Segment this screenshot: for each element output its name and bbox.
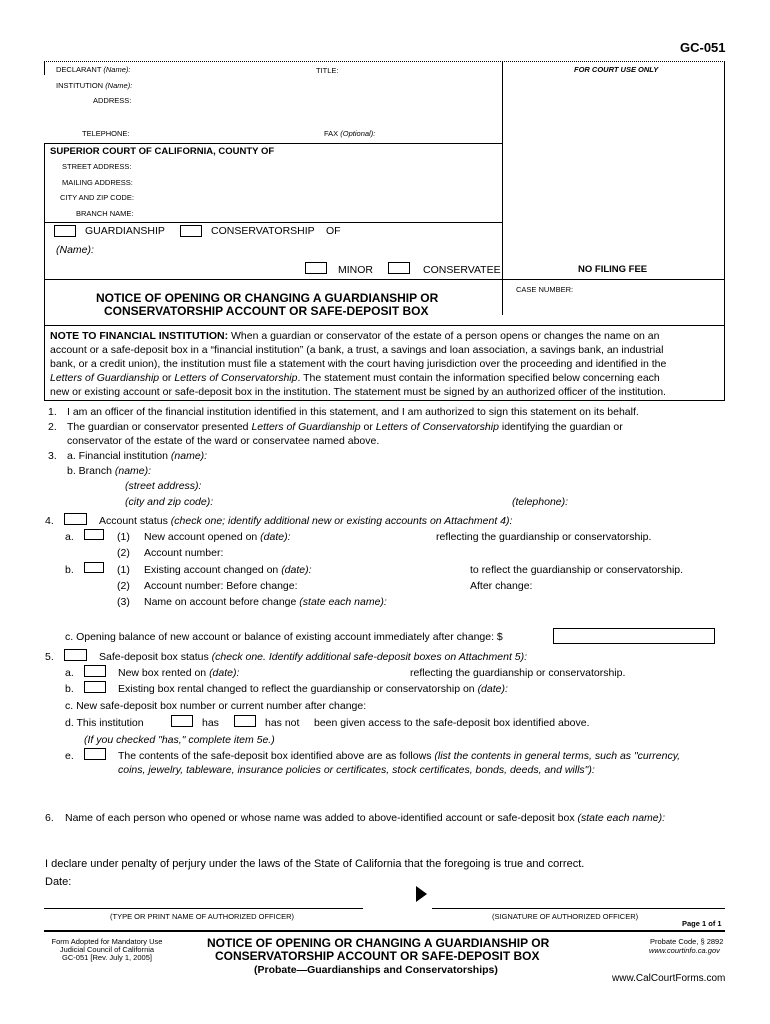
item-5d-rest: been given access to the safe-deposit box identified above.	[314, 717, 590, 729]
item-5e-checkbox[interactable]	[84, 748, 106, 760]
note-line-1: When a guardian or conservator of the estate of a person opens or changes the name on an	[228, 330, 660, 342]
minor-checkbox[interactable]	[305, 262, 327, 274]
item-3-number: 3.	[48, 450, 57, 462]
item-5a-checkbox[interactable]	[84, 665, 106, 677]
item-1-number: 1.	[48, 406, 57, 418]
fax-optional-label: (Optional):	[340, 129, 376, 138]
fax-field[interactable]	[324, 129, 375, 138]
item-6-number: 6.	[45, 812, 54, 824]
item-4a1-date-label: (date):	[260, 531, 291, 543]
item-4a2-label[interactable]: Account number:	[144, 547, 224, 559]
note-letters-conservatorship: Letters of Conservatorship	[174, 372, 298, 384]
balance-input[interactable]	[553, 628, 715, 644]
institution-field[interactable]	[56, 81, 132, 90]
item-4a1-label: New account opened on	[144, 531, 261, 543]
item-4a1-field[interactable]	[144, 531, 291, 543]
item-5-label: Safe-deposit box status	[99, 651, 212, 663]
header-left-tick	[44, 61, 45, 75]
item-3a-name-label: (name):	[170, 450, 208, 462]
item-3b-name-label: (name):	[114, 465, 152, 477]
item-5c-label[interactable]: c. New safe-deposit box number or current number after change:	[65, 700, 367, 712]
item-5a-text: New box rented on	[118, 667, 210, 679]
conservatee-label: CONSERVATEE	[423, 264, 501, 276]
guardianship-checkbox[interactable]	[54, 225, 76, 237]
item-4b-checkbox[interactable]	[84, 562, 104, 573]
item-5d-hasnot-label: has not	[265, 717, 300, 729]
item-3-street-label[interactable]: (street address):	[125, 480, 202, 492]
adopted-line-2: Judicial Council of California	[59, 945, 155, 954]
item-5-instruction: (check one. Identify additional safe-deposit boxes on Attachment 5):	[211, 651, 528, 663]
address-label[interactable]: ADDRESS:	[93, 96, 132, 105]
item-4b1-date-label: (date):	[281, 564, 312, 576]
note-box	[44, 325, 725, 401]
signature-line[interactable]	[432, 908, 725, 909]
item-2-part-a: The guardian or conservator presented	[67, 421, 252, 433]
minor-label: MINOR	[338, 264, 373, 276]
item-5e-line-2: coins, jewelry, tableware, insurance policies or certificates, stock certificates, bonds, deeds, and wills"):	[118, 764, 595, 776]
court-use-label: FOR COURT USE ONLY	[574, 65, 659, 74]
footer-title-line-2: CONSERVATORSHIP ACCOUNT OR SAFE-DEPOSIT BOX	[215, 949, 540, 963]
header-divider-3	[44, 279, 725, 280]
print-name-line[interactable]	[44, 908, 363, 909]
note-or: or	[159, 372, 175, 384]
item-4a-label: a.	[65, 531, 74, 543]
item-4b3-number: (3)	[117, 596, 130, 608]
item-4b2-label[interactable]: Account number: Before change:	[144, 580, 298, 592]
item-5e-label: e.	[65, 750, 74, 762]
title-label[interactable]: TITLE:	[316, 66, 339, 75]
item-3-city-label[interactable]: (city and zip code):	[125, 496, 214, 508]
item-5b-date-label: (date):	[477, 683, 508, 695]
fax-label: FAX	[324, 129, 339, 138]
item-5-checkbox[interactable]	[64, 649, 87, 661]
form-number: GC-051	[680, 40, 726, 55]
item-2-number: 2.	[48, 421, 57, 433]
of-label: OF	[326, 225, 341, 237]
institution-label: INSTITUTION	[56, 81, 104, 90]
item-5a-label: a.	[65, 667, 74, 679]
item-4b1-label: Existing account changed on	[144, 564, 282, 576]
header-left-border	[44, 143, 45, 325]
conservatorship-label: CONSERVATORSHIP	[211, 225, 315, 237]
item-6-text[interactable]	[65, 812, 665, 824]
item-2-line-2: conservator of the estate of the ward or conservatee named above.	[67, 435, 380, 447]
item-5a-field[interactable]	[118, 667, 239, 679]
item-4-label: Account status	[99, 515, 171, 527]
header-right-border	[724, 61, 725, 325]
item-4b-label: b.	[65, 564, 74, 576]
conservatee-checkbox[interactable]	[388, 262, 410, 274]
item-5b-checkbox[interactable]	[84, 681, 106, 693]
item-6-label: Name of each person who opened or whose name was added to above-identified account or safe-deposit box	[65, 812, 578, 824]
item-5b-text: Existing box rental changed to reflect the guardianship or conservatorship on	[118, 683, 478, 695]
court-label[interactable]: SUPERIOR COURT OF CALIFORNIA, COUNTY OF	[50, 146, 275, 157]
item-5d-label: d. This institution	[65, 717, 144, 729]
item-3b-field[interactable]	[67, 465, 151, 477]
note-line-5: new or existing account or safe-deposit box in the institution. The statement must be signed by an authorized officer of the institution.	[50, 386, 666, 398]
item-5e-label-text: The contents of the safe-deposit box identified above are as follows	[118, 750, 435, 762]
footer-subtitle: (Probate—Guardianships and Conservatorships)	[254, 964, 498, 976]
brand-url[interactable]: www.CalCourtForms.com	[612, 973, 726, 984]
item-4b1-field[interactable]	[144, 564, 312, 576]
item-5-number: 5.	[45, 651, 54, 663]
item-2-part-e: identifying the guardian or	[498, 421, 623, 433]
signature-arrow-shape	[416, 886, 427, 902]
item-4a1-right: reflecting the guardianship or conservatorship.	[436, 531, 652, 543]
item-4b3-instruction: (state each name):	[299, 596, 387, 608]
item-3a-label: a. Financial institution	[67, 450, 171, 462]
item-5d-note: (If you checked "has," complete item 5e.)	[84, 734, 275, 746]
note-line-2: account or a safe-deposit box in a “financial institution” (a bank, a trust, a savings and loan association, a savings bank, an industrial	[50, 344, 664, 356]
item-4b1-right: to reflect the guardianship or conservatorship.	[470, 564, 684, 576]
item-4a2-number: (2)	[117, 547, 130, 559]
item-3-telephone-label[interactable]: (telephone):	[512, 496, 569, 508]
note-line-4: . The statement must contain the information specified below concerning each	[297, 372, 660, 384]
item-4-instruction: (check one; identify additional new or existing accounts on Attachment 4):	[170, 515, 513, 527]
declaration-text: I declare under penalty of perjury under the laws of the State of California that the foregoing is true and correct.	[45, 858, 585, 870]
item-5d-has-checkbox[interactable]	[171, 715, 193, 727]
item-5b-label: b.	[65, 683, 74, 695]
item-4b2-after-label[interactable]: After change:	[470, 580, 533, 592]
case-number-label[interactable]: CASE NUMBER:	[516, 285, 574, 294]
item-5a-date-label: (date):	[209, 667, 240, 679]
case-name-label[interactable]: (Name):	[56, 244, 94, 256]
item-3b-label: b. Branch	[67, 465, 115, 477]
item-5e-text	[118, 750, 680, 762]
item-4-checkbox[interactable]	[64, 513, 87, 525]
branch-name-label[interactable]: BRANCH NAME:	[76, 209, 134, 218]
declarant-name-label: (Name):	[103, 65, 131, 74]
no-filing-fee: NO FILING FEE	[578, 264, 648, 275]
mailing-address-label[interactable]: MAILING ADDRESS:	[62, 178, 133, 187]
item-4c-label: c. Opening balance of new account or balance of existing account immediately after change: $	[65, 631, 503, 643]
item-4-text	[99, 515, 512, 527]
item-2-letters-guardianship: Letters of Guardianship	[251, 421, 361, 433]
item-5-text	[99, 651, 527, 663]
item-5a-right: reflecting the guardianship or conservatorship.	[410, 667, 626, 679]
adopted-line-3: GC-051 [Rev. July 1, 2005]	[62, 953, 152, 962]
item-4b3-label: Name on account before change	[144, 596, 300, 608]
note-heading: NOTE TO FINANCIAL INSTITUTION:	[50, 330, 229, 342]
header-divider-1	[44, 143, 502, 144]
print-name-label: (TYPE OR PRINT NAME OF AUTHORIZED OFFICER)	[110, 912, 295, 921]
item-2-or: or	[360, 421, 376, 433]
page-number: Page 1 of 1	[682, 919, 722, 928]
item-6-instruction: (state each name):	[577, 812, 666, 824]
signature-arrow-icon	[416, 886, 428, 902]
doc-title-line-2: CONSERVATORSHIP ACCOUNT OR SAFE-DEPOSIT BOX	[104, 304, 429, 318]
item-2-text	[67, 421, 623, 433]
item-4a-checkbox[interactable]	[84, 529, 104, 540]
item-3a-field[interactable]	[67, 450, 207, 462]
courtinfo-url[interactable]: www.courtinfo.ca.gov	[649, 946, 720, 955]
item-4-number: 4.	[45, 515, 54, 527]
item-4b2-number: (2)	[117, 580, 130, 592]
city-zip-label[interactable]: CITY AND ZIP CODE:	[60, 193, 134, 202]
declarant-field[interactable]	[56, 65, 130, 74]
item-4b3-field[interactable]	[144, 596, 387, 608]
item-2-letters-conservatorship: Letters of Conservatorship	[375, 421, 499, 433]
doc-title-line-1: NOTICE OF OPENING OR CHANGING A GUARDIANSHIP OR	[96, 291, 439, 305]
street-address-label[interactable]: STREET ADDRESS:	[62, 162, 132, 171]
item-4b1-number: (1)	[117, 564, 130, 576]
declarant-label: DECLARANT	[56, 65, 102, 74]
header-divider-2	[44, 222, 502, 223]
note-line-3: bank, or a credit union), the institution must file a statement with the court having jurisdiction over the proceeding and identified in the	[50, 358, 667, 370]
date-label[interactable]: Date:	[45, 876, 72, 888]
header-top-border	[44, 61, 725, 62]
item-1-text: I am an officer of the financial institution identified in this statement, and I am authorized to sign this statement on its behalf.	[67, 406, 639, 418]
item-5e-instruction: (list the contents in general terms, such as "currency,	[434, 750, 681, 762]
item-4a1-number: (1)	[117, 531, 130, 543]
footer-title-line-1: NOTICE OF OPENING OR CHANGING A GUARDIANSHIP OR	[207, 936, 550, 950]
item-5d-has-label: has	[202, 717, 219, 729]
telephone-label[interactable]: TELEPHONE:	[82, 129, 130, 138]
note-letters-guardianship: Letters of Guardianship	[50, 372, 160, 384]
note-text	[45, 326, 724, 399]
institution-name-label: (Name):	[105, 81, 133, 90]
item-5b-field[interactable]	[118, 683, 508, 695]
item-5d-hasnot-checkbox[interactable]	[234, 715, 256, 727]
court-use-divider	[502, 61, 503, 315]
signature-label: (SIGNATURE OF AUTHORIZED OFFICER)	[492, 912, 639, 921]
probate-code: Probate Code, § 2892	[650, 937, 724, 946]
guardianship-label: GUARDIANSHIP	[85, 225, 165, 237]
adopted-line-1: Form Adopted for Mandatory Use	[51, 937, 163, 946]
footer-rule	[44, 930, 725, 932]
conservatorship-checkbox[interactable]	[180, 225, 202, 237]
